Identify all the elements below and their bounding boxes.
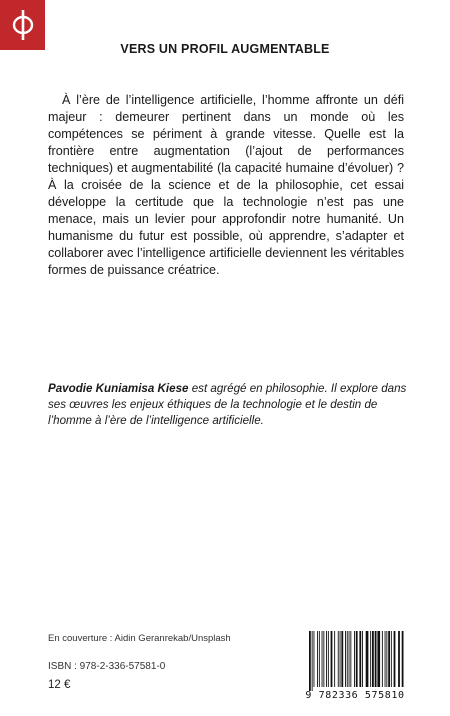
barcode-bar — [359, 631, 361, 687]
barcode-bar — [323, 631, 324, 687]
barcode-bar — [377, 631, 380, 687]
isbn: ISBN : 978-2-336-57581-0 — [48, 661, 166, 672]
barcode-bar — [319, 631, 320, 687]
barcode-bar — [322, 631, 323, 687]
author-name: Pavodie Kuniamisa Kiese — [48, 382, 189, 395]
barcode-bar — [309, 631, 311, 691]
barcode-bar — [326, 631, 327, 687]
barcode-bar — [340, 631, 341, 687]
barcode-bar — [317, 631, 318, 687]
book-blurb: À l’ère de l’intelligence artificielle, l’homme affronte un défi majeur : demeurer pertinent dans un monde où les compétences se périment à grande vitesse. Quelle est la frontière entre augmentation (l’ajout de performances techniques) et augmentabilité (la capacité humaine d’évoluer) ? À la croisée de la science et de la philosophie, cet essai développe la certitude que la technologie n’est pas une menace, mais un levier pour approfondir notre humanité. Un humanisme du futur est possible, où apprendre, s’adapter et collaborer avec l’intelligence artificielle deviennent les véritables formes de puissance créatrice. — [48, 93, 404, 277]
barcode-bar — [402, 631, 404, 687]
barcode-bar — [370, 631, 371, 687]
barcode — [301, 629, 409, 713]
price: 12 € — [48, 679, 71, 691]
barcode-bar — [388, 631, 390, 687]
barcode-bar — [331, 631, 333, 687]
barcode-bar — [354, 631, 355, 687]
barcode-bar — [366, 631, 369, 687]
phi-icon — [10, 8, 36, 42]
barcode-bar — [385, 631, 386, 687]
barcode-bar — [372, 631, 374, 687]
author-bio — [48, 381, 408, 429]
barcode-bar — [375, 631, 377, 687]
barcode-bar — [362, 631, 363, 687]
barcode-bar — [391, 631, 392, 687]
barcode-digits: 9 782336 575810 — [305, 690, 405, 701]
barcode-bar — [345, 631, 346, 687]
barcode-bar — [386, 631, 387, 687]
barcode-bars — [301, 629, 409, 691]
barcode-bar — [347, 631, 348, 687]
barcode-bar — [394, 631, 396, 687]
barcode-bar — [328, 631, 329, 687]
barcode-bar — [334, 631, 335, 687]
page-title: VERS UN PROFIL AUGMENTABLE — [120, 42, 330, 56]
barcode-bar — [350, 631, 351, 687]
barcode-bar — [312, 631, 313, 691]
barcode-bar — [356, 631, 358, 687]
author-bio-text: est agrégé en philosophie. Il explore dans ses œuvres les enjeux éthiques de la technologie et le destin de l’homme à l’ère de l’intelligence artificielle. — [48, 382, 407, 427]
barcode-bar — [338, 631, 339, 687]
barcode-bar — [349, 631, 350, 687]
barcode-bar — [314, 631, 315, 687]
barcode-bar — [382, 631, 383, 687]
barcode-bar — [341, 631, 343, 687]
barcode-bar — [398, 631, 400, 687]
cover-credit: En couverture : Aidin Geranrekab/Unsplash — [48, 633, 231, 644]
